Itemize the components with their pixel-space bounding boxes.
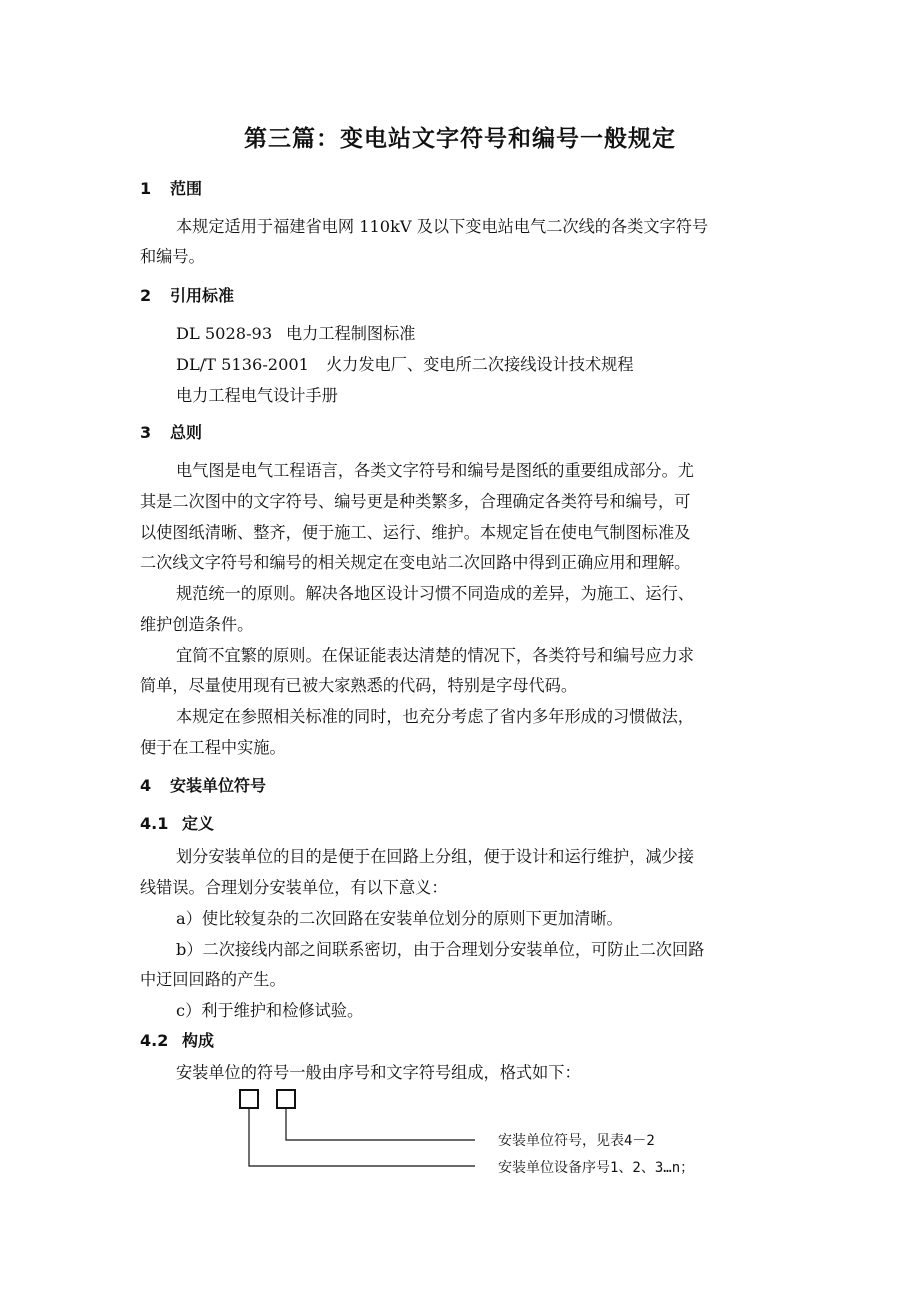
section-title: 引用标准 [170,286,235,305]
paragraph-line: 划分安装单位的目的是便于在回路上分组，便于设计和运行维护，减少接 [176,847,694,866]
diagram-label-sequence: 安装单位设备序号1、2、3…n； [498,1160,695,1176]
paragraph-line: 本规定在参照相关标准的同时，也充分考虑了省内多年形成的习惯做法， [176,707,694,726]
section-4-1-heading [140,811,214,834]
section-title: 定义 [182,814,215,833]
reference-code: DL/T 5136-2001 [176,355,309,374]
section-title: 构成 [182,1031,215,1050]
paragraph-line: 规范统一的原则。解决各地区设计习惯不同造成的差异，为施工、运行、 [176,584,694,603]
paragraph-line: 宜简不宜繁的原则。在保证能表达清楚的情况下，各类符号和编号应力求 [176,646,694,665]
paragraph-line: 线错误。合理划分安装单位，有以下意义： [140,878,448,897]
section-title: 范围 [170,179,203,198]
section-4-2-heading [140,1028,214,1051]
section-number: 4.2 [140,1031,169,1050]
document-title: 第三篇：变电站文字符号和编号一般规定 [244,126,676,152]
format-diagram [230,1080,500,1180]
paragraph-line: 本规定适用于福建省电网 110kV 及以下变电站电气二次线的各类文字符号 [176,217,709,236]
reference-name: 火力发电厂、变电所二次接线设计技术规程 [326,355,634,374]
symbol-leader-line [286,1108,475,1140]
paragraph-line: 和编号。 [140,247,205,266]
section-number: 2 [140,286,152,305]
paragraph-line: 二次线文字符号和编号的相关规定在变电站二次回路中得到正确应用和理解。 [140,553,691,572]
diagram-label-symbol: 安装单位符号，见表4－2 [498,1133,655,1149]
reference-name: 电力工程制图标准 [286,324,416,343]
section-3-heading [140,420,202,443]
section-2-heading [140,283,234,306]
paragraph-line: 中迂回回路的产生。 [140,970,286,989]
section-1-heading [140,176,202,199]
symbol-box [277,1090,295,1108]
list-item-b: b）二次接线内部之间联系密切，由于合理划分安装单位，可防止二次回路 [176,940,705,959]
paragraph-line: 电气图是电气工程语言，各类文字符号和编号是图纸的重要组成部分。尤 [176,461,694,480]
paragraph-line: 便于在工程中实施。 [140,738,286,757]
reference-item [176,320,416,344]
section-4-heading [140,773,266,796]
list-item-a: a）使比较复杂的二次回路在安装单位划分的原则下更加清晰。 [176,909,623,928]
list-item-c: c）利于维护和检修试验。 [176,1001,364,1020]
sequence-number-box [240,1090,258,1108]
section-title: 安装单位符号 [170,776,267,795]
reference-name: 电力工程电气设计手册 [176,386,338,405]
paragraph-line: 安装单位的符号一般由序号和文字符号组成，格式如下： [176,1063,581,1082]
section-number: 1 [140,179,152,198]
reference-code: DL 5028-93 [176,324,273,343]
paragraph-line: 以使图纸清晰、整齐，便于施工、运行、维护。本规定旨在使电气制图标准及 [140,523,691,542]
section-number: 4 [140,776,152,795]
paragraph-line: 简单，尽量使用现有已被大家熟悉的代码，特别是字母代码。 [140,676,578,695]
reference-item [176,382,338,406]
section-number: 3 [140,423,152,442]
section-number: 4.1 [140,814,169,833]
paragraph-line: 维护创造条件。 [140,615,254,634]
reference-item [176,351,634,375]
section-title: 总则 [170,423,203,442]
sequence-leader-line [249,1108,475,1166]
paragraph-line: 其是二次图中的文字符号、编号更是种类繁多，合理确定各类符号和编号，可 [140,492,691,511]
